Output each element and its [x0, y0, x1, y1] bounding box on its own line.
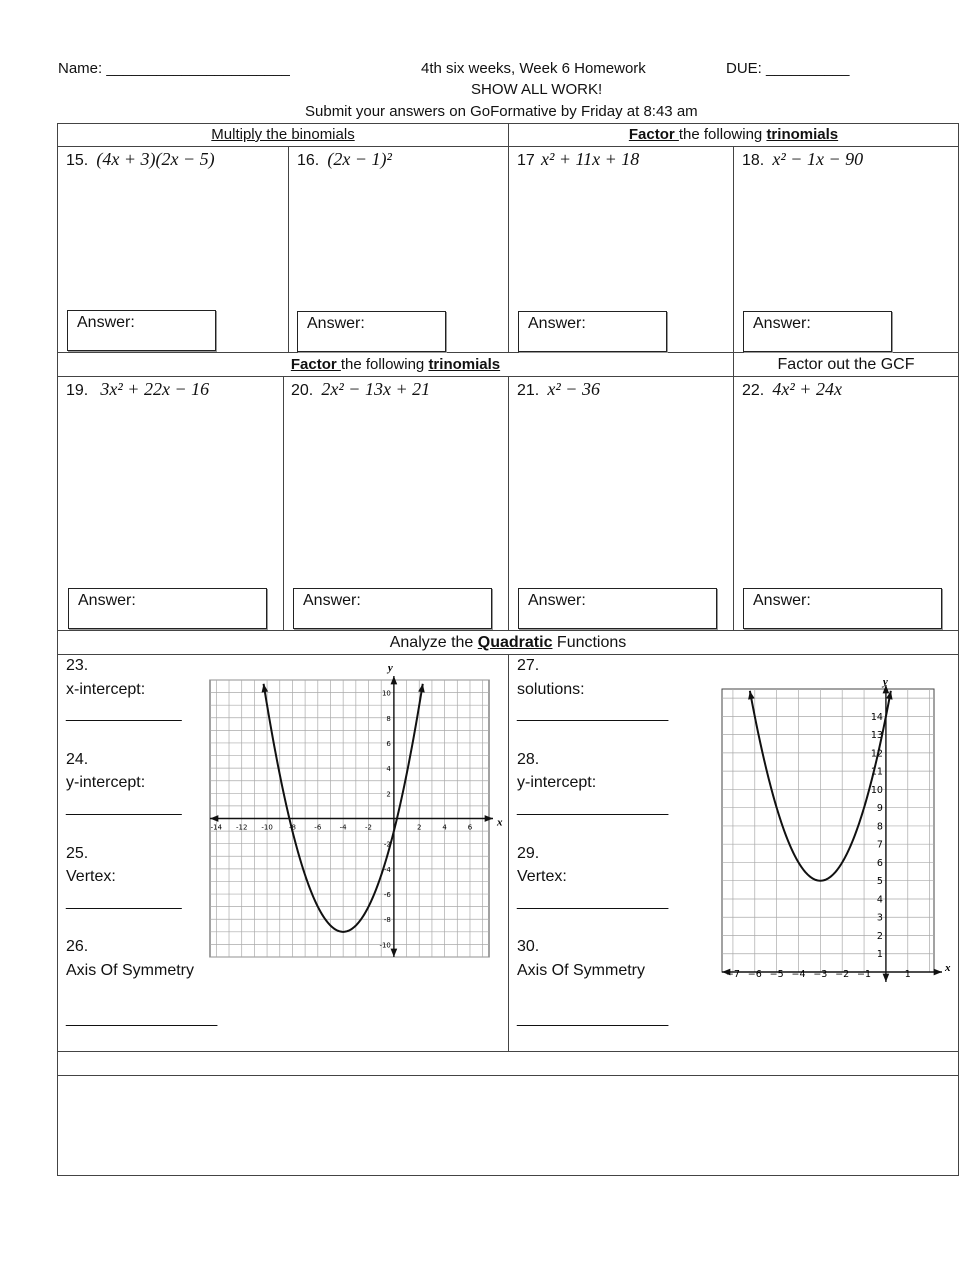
graph2-x-tick-label: 1 — [904, 969, 911, 980]
question-27-number: 27. — [517, 657, 540, 674]
graph2-y-tick-label: 8 — [876, 821, 883, 833]
problem-16: 16. (2x − 1)² — [297, 149, 392, 169]
graph1-y-tick-label: -8 — [383, 916, 391, 925]
graph2-y-tick-label: 13 — [870, 730, 883, 742]
question-29-number: 29. — [517, 845, 540, 862]
y-intercept-label: y-intercept: — [66, 774, 146, 791]
graph1-x-tick-label: -6 — [314, 823, 322, 832]
graph1-y-tick-label: -4 — [383, 865, 391, 874]
graph2-y-tick-label: 10 — [870, 784, 883, 796]
graph1-x-tick-label: -4 — [339, 823, 347, 832]
graph2-y-tick-label: 3 — [876, 912, 883, 924]
graph1-y-tick-label: -10 — [379, 941, 391, 950]
parabola-graph-1 — [205, 660, 505, 960]
y-intercept-blank-2[interactable]: _________________ — [517, 799, 669, 816]
graph2-x-tick-label: −5 — [769, 969, 784, 980]
solutions-label: solutions: — [517, 681, 585, 698]
graph1-y-label: y — [387, 662, 393, 674]
parabola-graph-2 — [718, 676, 953, 988]
graph2-x-tick-label: −7 — [725, 969, 740, 980]
graph2-y-tick-label: 5 — [876, 876, 883, 888]
graph2-frame — [722, 689, 934, 972]
answer-box-15[interactable]: Answer: — [67, 310, 216, 351]
graph1-x-tick-label: 6 — [467, 823, 473, 832]
solutions-blank[interactable]: _________________ — [517, 705, 669, 722]
question-25-number: 25. — [66, 845, 89, 862]
graph1-y-tick-label: 8 — [386, 714, 391, 723]
show-work-instruction: SHOW ALL WORK! — [471, 81, 603, 98]
graph2-y-label: y — [882, 676, 888, 688]
graph2-x-arrow — [934, 969, 942, 976]
axis-of-symmetry-blank[interactable]: _________________ — [66, 1010, 218, 1027]
graph2-x-tick-label: −4 — [791, 969, 806, 980]
graph2-y-tick-label: 7 — [876, 839, 883, 851]
problem-21: 21. x² − 36 — [517, 379, 600, 399]
answer-box-21[interactable]: Answer: — [518, 588, 717, 629]
graph1-x-tick-label: -10 — [261, 823, 273, 832]
y-intercept-blank[interactable]: _____________ — [66, 799, 182, 816]
graph2-x-tick-label: −1 — [857, 969, 872, 980]
question-23-number: 23. — [66, 657, 89, 674]
graph1-y-tick-label: -2 — [383, 840, 391, 849]
multiply-binomials-heading: Multiply the binomials — [211, 126, 355, 143]
x-intercept-label: x-intercept: — [66, 681, 146, 698]
vertex-label-2: Vertex: — [517, 868, 567, 885]
question-28-number: 28. — [517, 751, 540, 768]
problem-20: 20. 2x² − 13x + 21 — [291, 379, 431, 399]
factor-trinomials-heading-2: Factor the following trinomials — [290, 356, 501, 373]
y-intercept-label-2: y-intercept: — [517, 774, 597, 791]
graph2-y-tick-label: 14 — [870, 711, 883, 723]
graph1-y-tick-label: 6 — [386, 739, 391, 748]
quadratic-heading: Analyze the Quadratic Functions — [389, 634, 627, 651]
graph2-y-tick-label: 12 — [870, 748, 883, 760]
graph2-x-tick-label: −2 — [835, 969, 850, 980]
axis-of-symmetry-label-2: Axis Of Symmetry — [517, 962, 646, 979]
graph1-x-tick-label: -8 — [288, 823, 296, 832]
problem-17: 17 x² + 11x + 18 — [517, 149, 640, 169]
graph2-x-tick-label: −6 — [747, 969, 762, 980]
gcf-heading: Factor out the GCF — [777, 356, 915, 373]
graph1-y-tick-label: 10 — [381, 689, 391, 698]
problem-22: 22. 4x² + 24x — [742, 379, 842, 399]
graph2-y-tick-label: 11 — [870, 766, 883, 778]
problem-18: 18. x² − 1x − 90 — [742, 149, 864, 169]
question-30-number: 30. — [517, 938, 540, 955]
graph2-y-tick-label: 4 — [876, 894, 883, 906]
graph1-x-tick-label: 2 — [417, 823, 422, 832]
answer-box-17[interactable]: Answer: — [518, 311, 667, 352]
answer-box-20[interactable]: Answer: — [293, 588, 492, 629]
answer-box-18[interactable]: Answer: — [743, 311, 892, 352]
graph1-x-tick-label: -2 — [365, 823, 373, 832]
question-26-number: 26. — [66, 938, 89, 955]
graph1-x-tick-label: -12 — [235, 823, 248, 832]
question-24-number: 24. — [66, 751, 89, 768]
graph1-x-label: x — [497, 816, 503, 829]
vertex-label: Vertex: — [66, 868, 116, 885]
answer-box-16[interactable]: Answer: — [297, 311, 446, 352]
graph1-x-tick-label: 4 — [442, 823, 447, 832]
answer-box-22[interactable]: Answer: — [743, 588, 942, 629]
problem-19: 19. 3x² + 22x − 16 — [66, 379, 210, 399]
vertex-blank[interactable]: _____________ — [66, 893, 182, 910]
due-date-field[interactable]: DUE: __________ — [726, 60, 850, 77]
graph2-y-tick-label: 9 — [876, 803, 883, 815]
submit-note: Submit your answers on GoFormative by Friday at 8:43 am — [305, 103, 698, 120]
x-intercept-blank[interactable]: _____________ — [66, 705, 182, 722]
factor-trinomials-heading: Factor the following trinomials — [628, 126, 839, 143]
graph1-y-tick-label: 2 — [386, 790, 391, 799]
graph2-x-label: x — [945, 962, 951, 974]
graph2-y-arrow-down — [883, 974, 890, 982]
graph1-y-tick-label: -6 — [383, 891, 391, 900]
graph2-y-tick-label: 1 — [876, 949, 883, 961]
graph2-y-tick-label: 6 — [876, 857, 883, 869]
graph1-x-tick-label: -14 — [210, 823, 223, 832]
graph2-y-tick-label: 2 — [876, 930, 883, 942]
axis-of-symmetry-blank-2[interactable]: _________________ — [517, 1010, 669, 1027]
name-field[interactable]: Name: ______________________ — [58, 60, 290, 77]
problem-15: 15. (4x + 3)(2x − 5) — [66, 149, 215, 169]
answer-box-19[interactable]: Answer: — [68, 588, 267, 629]
graph1-y-tick-label: 4 — [386, 765, 391, 774]
axis-of-symmetry-label: Axis Of Symmetry — [66, 962, 195, 979]
assignment-title: 4th six weeks, Week 6 Homework — [421, 60, 646, 77]
vertex-blank-2[interactable]: _________________ — [517, 893, 669, 910]
graph2-x-tick-label: −3 — [813, 969, 828, 980]
